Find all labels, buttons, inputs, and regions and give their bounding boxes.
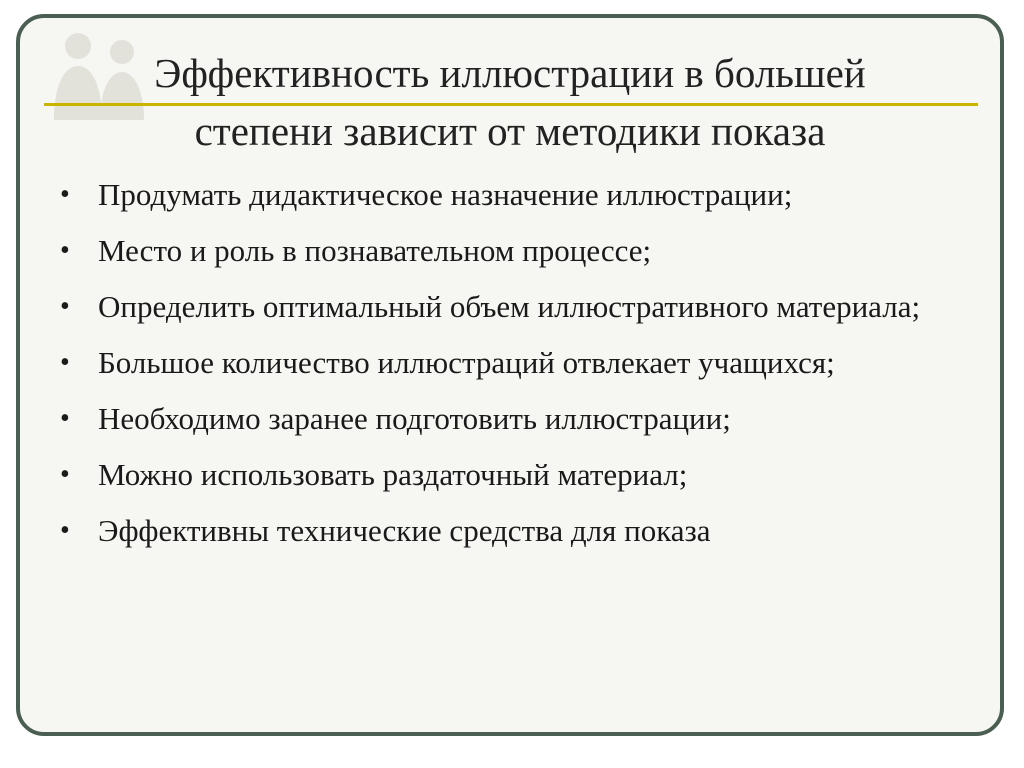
bullet-item: • Большое количество иллюстраций отвлекает учащихся; [60,343,962,382]
title-line-1: Эффективность иллюстрации в большей [154,50,866,96]
bullet-item: • Необходимо заранее подготовить иллюстрации; [60,399,962,438]
title-underline [44,103,978,106]
bullet-list [60,175,962,567]
bullet-item: • Продумать дидактическое назначение иллюстрации; [60,175,962,214]
slide-title [60,44,960,160]
bullet-item: • Определить оптимальный объем иллюстративного материала; [60,287,962,326]
bullet-item: • Эффективны технические средства для показа [60,511,962,550]
bullet-item: • Можно использовать раздаточный материал; [60,455,962,494]
bullet-item: • Место и роль в познавательном процессе; [60,231,962,270]
title-line-2: степени зависит от методики показа [194,108,826,154]
bottom-strip [0,742,1024,768]
